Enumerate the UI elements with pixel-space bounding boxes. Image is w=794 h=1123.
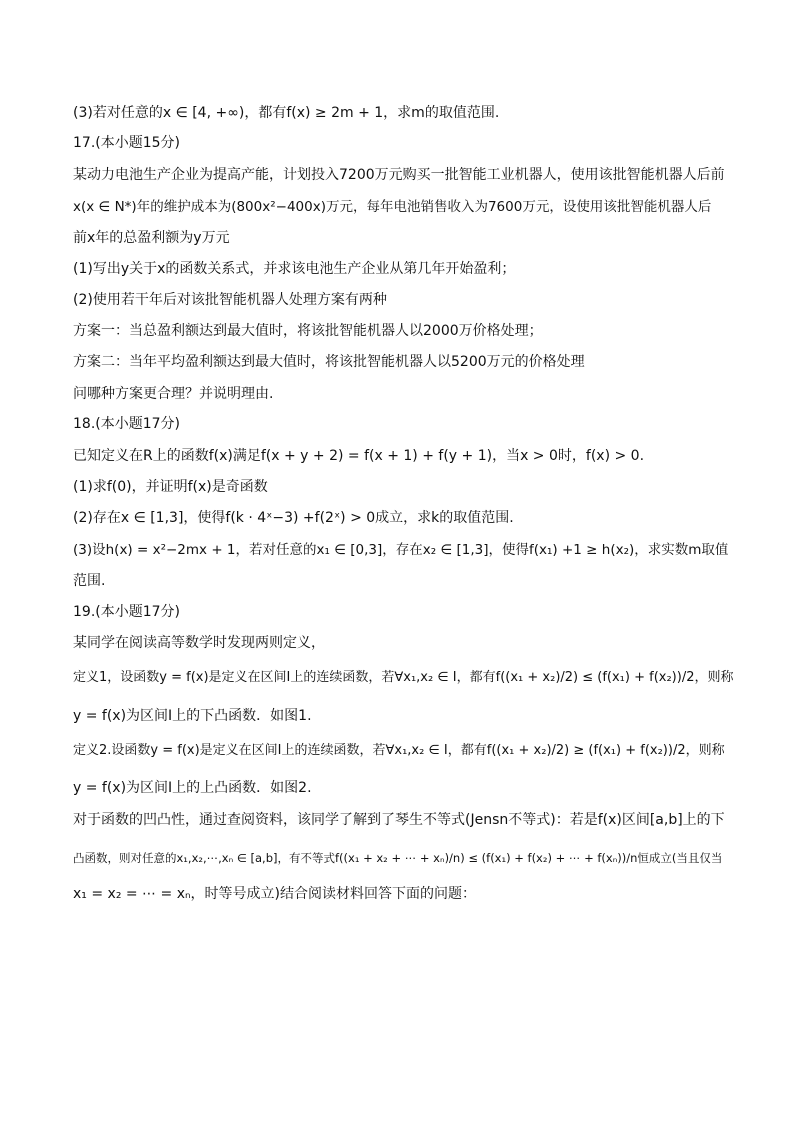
q18-heading: 18.(本小题17分) xyxy=(73,416,181,432)
q19-intro: 某同学在阅读高等数学时发现两则定义， xyxy=(73,635,325,651)
q18-part3-line2: 范围. xyxy=(73,573,106,589)
q19-definition1-line1: 定义1，设函数y = f(x)是定义在区间I上的连续函数，若∀x₁,x₂ ∈ I，都有f((x₁ + x₂)/2) ≤ (f(x₁) + f(x₂))/2，则称 xyxy=(73,670,734,685)
q17-part2: (2)使用若干年后对该批智能机器人处理方案有两种 xyxy=(73,292,387,308)
q19-jensen-line3: x₁ = x₂ = ⋯ = xₙ，时等号成立)结合阅读材料回答下面的问题： xyxy=(73,886,477,902)
q18-part2: (2)存在x ∈ [1,3]，使得f(k · 4ˣ−3) +f(2ˣ) > 0成立，求k的取值范围. xyxy=(73,510,514,526)
q17-part1: (1)写出y关于x的函数关系式，并求该电池生产企业从第几年开始盈利； xyxy=(73,261,516,277)
q19-jensen-line1: 对于函数的凹凸性，通过查阅资料，该同学了解到了琴生不等式(Jensn不等式)：若是f(x)区间[a,b]上的下 xyxy=(73,812,725,828)
q17-question: 问哪种方案更合理？并说明理由. xyxy=(73,386,274,402)
q17-heading: 17.(本小题15分) xyxy=(73,135,181,151)
q19-definition2-line2: y = f(x)为区间I上的上凸函数．如图2. xyxy=(73,780,312,796)
q18-text: 已知定义在R上的函数f(x)满足f(x + y + 2) = f(x + 1) + f(y + 1)，当x > 0时，f(x) > 0. xyxy=(73,448,645,464)
q19-definition2-line1: 定义2.设函数y = f(x)是定义在区间I上的连续函数，若∀x₁,x₂ ∈ I，都有f((x₁ + x₂)/2) ≥ (f(x₁) + f(x₂))/2，则称 xyxy=(73,743,725,758)
q17-text-line1: 某动力电池生产企业为提高产能，计划投入7200万元购买一批智能工业机器人，使用该批智能机器人后前 xyxy=(73,167,725,183)
q19-heading: 19.(本小题17分) xyxy=(73,604,181,620)
q17-option1: 方案一：当总盈利额达到最大值时，将该批智能机器人以2000万价格处理； xyxy=(73,323,543,339)
q18-part3-line1: (3)设h(x) = x²−2mx + 1，若对任意的x₁ ∈ [0,3]，存在x₂ ∈ [1,3]，使得f(x₁) +1 ≥ h(x₂)，求实数m取值 xyxy=(73,542,729,558)
q19-definition1-line2: y = f(x)为区间I上的下凸函数．如图1. xyxy=(73,708,312,724)
q17-text-line3: 前x年的总盈利额为y万元 xyxy=(73,230,230,246)
q19-jensen-line2: 凸函数，则对任意的x₁,x₂,⋯,xₙ ∈ [a,b]，有不等式f((x₁ + x₂ + ⋯ + xₙ)/n) ≤ (f(x₁) + f(x₂) + ⋯ + f(xₙ))/n恒成立(当且仅当 xyxy=(73,851,723,865)
q18-part1: (1)求f(0)，并证明f(x)是奇函数 xyxy=(73,479,268,495)
q17-text-line2: x(x ∈ N*)年的维护成本为(800x²−400x)万元，每年电池销售收入为7600万元，设使用该批智能机器人后 xyxy=(73,199,712,215)
q16-part3: (3)若对任意的x ∈ [4, +∞)，都有f(x) ≥ 2m + 1，求m的取值范围. xyxy=(73,105,500,121)
q17-option2: 方案二：当年平均盈利额达到最大值时，将该批智能机器人以5200万元的价格处理 xyxy=(73,354,585,370)
